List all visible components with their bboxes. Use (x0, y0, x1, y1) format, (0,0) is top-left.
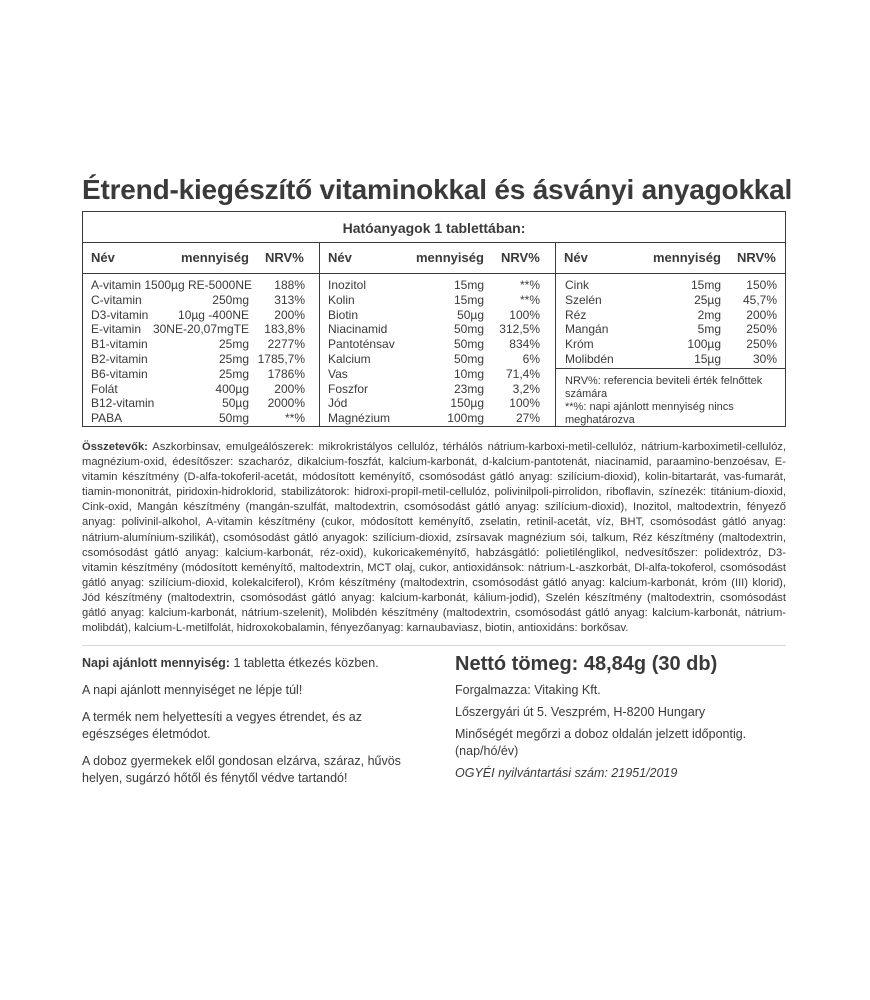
nutrient-nrv: 312,5% (499, 322, 540, 337)
page-title: Étrend-kiegészítő vitaminokkal és ásványi anyagokkal (82, 174, 793, 205)
nutrient-name: PABA (91, 411, 123, 426)
nutrient-amount: 50mg (218, 411, 249, 426)
table-row (328, 396, 540, 411)
nutrient-amount: 2mg (697, 307, 721, 322)
table-row (565, 293, 777, 308)
nutrient-nrv: 6% (522, 351, 540, 366)
storage-warning: A doboz gyermekek elől gondosan elzárva, száraz, hűvös helyen, sugárzó hőtől és fénytől védve tartandó! (82, 754, 401, 785)
nutrient-nrv: 2277% (267, 337, 305, 352)
nutrient-amount: 150µg (450, 396, 484, 411)
col-header-amount: mennyiség (653, 250, 721, 265)
table-row (565, 322, 777, 337)
nutrient-nrv: 45,7% (742, 292, 777, 307)
nutrient-name: Foszfor (328, 381, 369, 396)
nutrient-nrv: 27% (515, 411, 540, 426)
table-row (91, 411, 305, 426)
nutrient-name: B1-vitamin (91, 337, 148, 352)
nutrient-nrv: 200% (746, 307, 777, 322)
table-row (565, 308, 777, 323)
table-row (91, 278, 305, 293)
nutrient-amount: 50mg (453, 351, 484, 366)
net-weight: Nettó tömeg: 48,84g (30 db) (455, 653, 718, 675)
nutrient-nrv: 188% (274, 278, 305, 292)
nutrient-name: Molibdén (565, 351, 614, 366)
table-row (91, 396, 305, 411)
table-row (328, 308, 540, 323)
nutrient-name: B12-vitamin (91, 396, 155, 411)
nutrient-nrv: 183,8% (264, 322, 305, 337)
nutrient-amount: 50µg (457, 307, 484, 322)
col-header-name: Név (564, 250, 588, 265)
nrv-note: NRV%: referencia beviteli érték felnőttek számára (565, 375, 763, 400)
product-info (455, 652, 790, 787)
table-divider (83, 242, 785, 243)
address: Lőszergyári út 5. Veszprém, H-8200 Hungary (455, 705, 706, 719)
nutrient-nrv: **% (284, 411, 305, 426)
nutrient-amount: 23mg (453, 381, 484, 396)
col-header-name: Név (328, 250, 352, 265)
nutrient-amount: 15µg (694, 351, 721, 366)
nutrient-name: Kalcium (328, 351, 371, 366)
nutrient-name: Króm (565, 337, 594, 352)
nutrient-column-1 (91, 278, 305, 426)
nutrient-column-2 (328, 278, 540, 426)
daily-dose (82, 655, 412, 672)
col-header-amount: mennyiség (181, 250, 249, 265)
ingredients-text: Aszkorbinsav, emulgeálószerek: mikrokristályos cellulóz, térhálós nátrium-karboxi-metil-cellulóz, nátrium-karboximetil-cellulóz, magnézium-oxid, édesítőszer: szacharóz, dikalcium-foszfát, kalcium-karbonát, d-kalcium-pantotenát, niacinamid, paraamino-benzoésav, E-vitamin készítmény (D-alfa-tokoferil-acetát, módosított keményítő, csomósodást gátló anyag: szilícium-dioxid), kolin-bitartarát, vas-fumarát, tiamin-mononitrát, piridoxin-hidroklorid, stabilizátorok: hidroxi-propil-metil-cellulóz, polivinilpoli-pirrolidon, riboflavin, színezék: titánium-dioxid, Cink-oxid, Mangán készítmény (mangán-szulfát, maltodextrin, csomósodást gátló anyag: szilícium-dioxid), Inozitol, maltodextrin, fényező anyag: polivinil-alkohol, A-vitamin készítmény (cukor, módosított keményítő, zselatin, retinil-acetát, víz, BHT, csomósodást gátló anyag: nátrium-alumínium-szilikát), csomósodást gátló anyagok: szilícium-dioxid, zsírsavak magnézium sói, talkum, Réz készítmény (maltodextrin, csomósodást gátló anyag: kalcium-karbonát, réz-oxid), kukoricakeményítő, habzásgátló: polietilénglikol, nedvesítőszer: polidextróz, D3-vitamin készítmény (módosított keményítő, maltodextrin, MCT olaj, cukor, antioxidánsok: nátrium-L-aszkorbát, Dl-alfa-tokoferol, csomósodást gátló anyag: szilícium-dioxid, kolekalciferol), Króm készítmény (maltodextrin, csomósodást gátló anyag: kalcium-karbonát, króm (III) klorid), Jód készítmény (maltodextrin, csomósodást gátló anyag: kalcium-karbonát, kálium-jodid), Szelén készítmény (maltodextrin, csomósodást gátló anyag: kalcium-karbonát, nátrium-szelenit), Molibdén készítmény (maltodextrin, csomósodást gátló anyag: kalcium-karbonát, nátrium-molibdát), kalcium-L-metilfolát, hidroxokobalamin, fényezőanyag: karnaubaviasz, biotin, antioxidáns: borkősav. (82, 441, 786, 635)
table-column-divider (555, 242, 556, 426)
nutrient-name: A-vitamin 1500µg RE-5000NE (91, 278, 252, 292)
nutrient-name: Réz (565, 307, 587, 322)
table-row (328, 411, 540, 426)
nutrient-nrv: 100% (509, 396, 540, 411)
table-row (328, 367, 540, 382)
table-row (328, 337, 540, 352)
nutrient-name: B2-vitamin (91, 351, 148, 366)
nutrient-amount: 100µg (687, 337, 721, 352)
nutrient-amount: 15mg (690, 278, 721, 292)
nutrient-nrv: **% (519, 278, 540, 292)
nutrient-amount: 15mg (453, 292, 484, 307)
nutrient-name: Vas (328, 366, 348, 381)
col-header-nrv: NRV% (737, 250, 776, 265)
table-row (328, 322, 540, 337)
nutrient-name: B6-vitamin (91, 366, 148, 381)
table-row (565, 337, 777, 352)
nutrient-amount: 50mg (453, 322, 484, 337)
table-row (565, 278, 777, 293)
table-row (91, 308, 305, 323)
nutrient-name: Biotin (328, 307, 359, 322)
nutrient-name: C-vitamin (91, 292, 142, 307)
warning-diet: A termék nem helyettesíti a vegyes étrendet, és az egészséges életmódot. (82, 710, 363, 741)
nutrient-amount: 25mg (218, 366, 249, 381)
nutrient-amount: 25µg (694, 292, 721, 307)
table-row (328, 278, 540, 293)
nutrient-amount: 25mg (218, 351, 249, 366)
usage-info (82, 655, 412, 797)
ingredients-label: Összetevők: (82, 441, 148, 453)
col-header-nrv: NRV% (265, 250, 304, 265)
registration-number: OGYÉI nyilvántartási szám: 21951/2019 (455, 766, 678, 780)
nutrient-name: E-vitamin (91, 322, 142, 337)
table-row (91, 367, 305, 382)
table-row (91, 382, 305, 397)
best-before: Minőségét megőrzi a doboz oldalán jelzett időpontig. (nap/hó/év) (455, 727, 747, 758)
nutrient-name: Magnézium (328, 411, 391, 426)
table-row (91, 352, 305, 367)
table-row (565, 352, 777, 367)
col-header-nrv: NRV% (501, 250, 540, 265)
nutrient-name: Folát (91, 381, 118, 396)
nutrient-name: Jód (328, 396, 348, 411)
nutrient-nrv: 3,2% (512, 381, 540, 396)
daily-dose-text: 1 tabletta étkezés közben. (233, 656, 379, 670)
nutrient-amount: 100mg (447, 411, 484, 426)
table-row (91, 293, 305, 308)
nutrient-amount: 50µg (222, 396, 249, 411)
daily-dose-label: Napi ajánlott mennyiség: (82, 656, 230, 670)
nutrient-name: Szelén (565, 292, 602, 307)
nutrient-nrv: 200% (274, 381, 305, 396)
nutrient-nrv: 2000% (267, 396, 305, 411)
nutrient-amount: 250mg (212, 292, 249, 307)
nutrient-amount: 10mg (453, 366, 484, 381)
nutrient-nrv: 1786% (267, 366, 305, 381)
nutrient-name: Inozitol (328, 278, 367, 292)
table-heading: Hatóanyagok 1 tablettában: (342, 220, 526, 236)
nutrient-name: D3-vitamin (91, 307, 149, 322)
col-header-amount: mennyiség (416, 250, 484, 265)
nutrient-amount: 10µg -400NE (178, 307, 249, 322)
section-divider (82, 645, 786, 646)
nutrient-nrv: 250% (746, 337, 777, 352)
nutrient-name: Pantoténsav (328, 337, 395, 352)
nutrient-nrv: 150% (746, 278, 777, 292)
nutrient-nrv: 200% (274, 307, 305, 322)
nutrient-amount: 25mg (218, 337, 249, 352)
col-header-name: Név (91, 250, 115, 265)
notes-divider (555, 368, 785, 369)
table-row (328, 382, 540, 397)
nutrient-amount: 50mg (453, 337, 484, 352)
table-divider (83, 273, 785, 274)
warning-dose: A napi ajánlott mennyiséget ne lépje túl! (82, 683, 303, 697)
nutrient-name: Cink (565, 278, 590, 292)
nutrient-nrv: 250% (746, 322, 777, 337)
nutrient-nrv: 71,4% (505, 366, 540, 381)
nutrient-nrv: 30% (752, 351, 777, 366)
table-column-divider (319, 242, 320, 426)
nutrient-amount: 15mg (453, 278, 484, 292)
nutrient-name: Kolin (328, 292, 355, 307)
table-row (328, 352, 540, 367)
nutrition-table (82, 211, 786, 427)
nutrient-nrv: 834% (509, 337, 540, 352)
nutrient-name: Niacinamid (328, 322, 388, 337)
nutrient-amount: 400µg (215, 381, 249, 396)
nutrient-nrv: 313% (274, 292, 305, 307)
nutrient-nrv: **% (519, 292, 540, 307)
nutrient-nrv: 1785,7% (257, 351, 305, 366)
table-row (328, 293, 540, 308)
nutrient-nrv: 100% (509, 307, 540, 322)
table-row (91, 322, 305, 337)
nutrient-name: Mangán (565, 322, 609, 337)
nutrient-amount: 5mg (697, 322, 721, 337)
nutrient-column-3 (565, 278, 777, 367)
nutrient-amount: 30NE-20,07mgTE (152, 322, 249, 337)
distributor: Forgalmazza: Vitaking Kft. (455, 683, 601, 697)
table-row (91, 337, 305, 352)
nrv-note-missing: **%: napi ajánlott mennyiség nincs meghatározva (565, 401, 734, 426)
ingredients-block (82, 440, 786, 636)
